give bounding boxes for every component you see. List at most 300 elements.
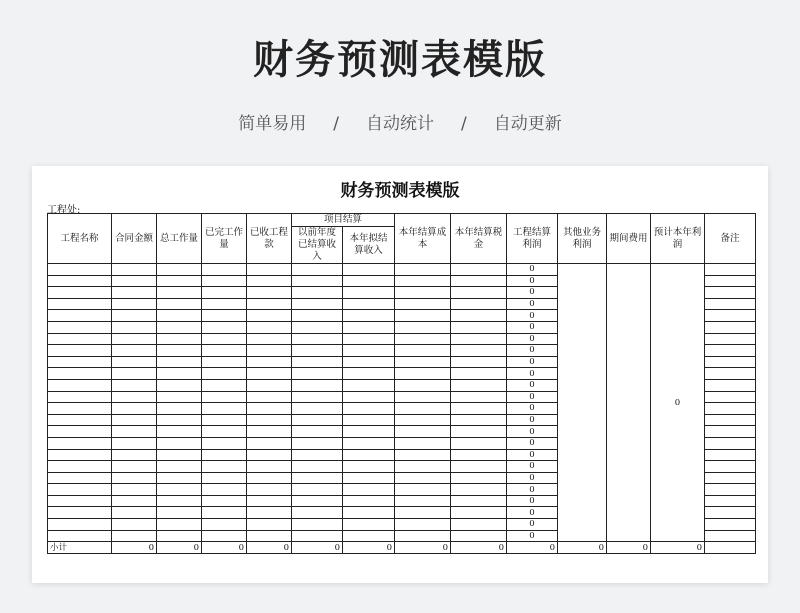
table-cell[interactable]: [292, 368, 343, 380]
table-cell[interactable]: [343, 507, 395, 519]
table-cell[interactable]: [247, 321, 292, 333]
total-value-cell[interactable]: 0: [651, 542, 705, 554]
period-expense-merged-cell[interactable]: [607, 264, 651, 542]
table-cell[interactable]: [292, 287, 343, 299]
table-cell[interactable]: [112, 461, 157, 473]
remarks-cell[interactable]: [705, 368, 756, 380]
table-cell[interactable]: [202, 414, 247, 426]
table-cell[interactable]: [247, 414, 292, 426]
table-cell[interactable]: [112, 507, 157, 519]
table-cell[interactable]: [395, 484, 451, 496]
profit-cell[interactable]: 0: [507, 379, 558, 391]
col-header-planned-income: 本年拟结算收入: [343, 227, 395, 264]
table-cell[interactable]: [247, 472, 292, 484]
table-cell[interactable]: [157, 484, 202, 496]
remarks-cell[interactable]: [705, 287, 756, 299]
remarks-cell[interactable]: [705, 414, 756, 426]
table-cell[interactable]: [395, 345, 451, 357]
table-cell[interactable]: [343, 519, 395, 531]
table-cell[interactable]: [112, 356, 157, 368]
table-cell[interactable]: [157, 519, 202, 531]
table-cell[interactable]: [157, 461, 202, 473]
remarks-cell[interactable]: [705, 356, 756, 368]
table-cell[interactable]: [343, 379, 395, 391]
remarks-cell[interactable]: [705, 298, 756, 310]
table-cell[interactable]: [343, 298, 395, 310]
table-cell[interactable]: [343, 449, 395, 461]
table-cell[interactable]: [395, 298, 451, 310]
table-cell[interactable]: [112, 484, 157, 496]
table-cell[interactable]: [157, 298, 202, 310]
table-cell[interactable]: [247, 484, 292, 496]
table-row: [48, 264, 756, 276]
table-cell[interactable]: [247, 461, 292, 473]
profit-cell[interactable]: 0: [507, 484, 558, 496]
table-cell[interactable]: [48, 449, 112, 461]
table-cell[interactable]: [112, 530, 157, 542]
table-cell[interactable]: [395, 449, 451, 461]
remarks-cell[interactable]: [705, 264, 756, 276]
table-cell[interactable]: [157, 321, 202, 333]
table-cell[interactable]: [202, 519, 247, 531]
table-cell[interactable]: [292, 356, 343, 368]
table-cell[interactable]: [395, 403, 451, 415]
table-cell[interactable]: [343, 333, 395, 345]
table-cell[interactable]: [451, 449, 507, 461]
table-cell[interactable]: [202, 310, 247, 322]
total-value-cell[interactable]: 0: [558, 542, 607, 554]
table-cell[interactable]: [202, 333, 247, 345]
table-cell[interactable]: [247, 449, 292, 461]
profit-cell[interactable]: 0: [507, 437, 558, 449]
table-cell[interactable]: [247, 333, 292, 345]
table-cell[interactable]: [48, 507, 112, 519]
table-cell[interactable]: [451, 275, 507, 287]
table-cell[interactable]: [112, 391, 157, 403]
table-cell[interactable]: [247, 287, 292, 299]
table-cell[interactable]: [157, 345, 202, 357]
remarks-cell[interactable]: [705, 379, 756, 391]
total-value-cell[interactable]: 0: [395, 542, 451, 554]
table-cell[interactable]: [292, 449, 343, 461]
table-cell[interactable]: [48, 368, 112, 380]
total-remarks-cell[interactable]: [705, 542, 756, 554]
table-cell[interactable]: [48, 321, 112, 333]
col-header-settlement-group: 项目结算: [292, 214, 395, 227]
table-cell[interactable]: [112, 449, 157, 461]
table-cell[interactable]: [202, 495, 247, 507]
table-cell[interactable]: [202, 403, 247, 415]
profit-cell[interactable]: 0: [507, 275, 558, 287]
total-value-cell[interactable]: 0: [247, 542, 292, 554]
subtitle-separator: /: [333, 114, 339, 134]
forecast-table: [47, 213, 756, 554]
table-cell[interactable]: [112, 298, 157, 310]
table-cell[interactable]: [395, 437, 451, 449]
table-cell[interactable]: [247, 275, 292, 287]
table-cell[interactable]: [343, 275, 395, 287]
table-cell[interactable]: [48, 495, 112, 507]
table-cell[interactable]: [395, 495, 451, 507]
profit-cell[interactable]: 0: [507, 530, 558, 542]
table-cell[interactable]: [202, 472, 247, 484]
profit-cell[interactable]: 0: [507, 426, 558, 438]
profit-cell[interactable]: 0: [507, 495, 558, 507]
table-cell[interactable]: [157, 368, 202, 380]
table-cell[interactable]: [451, 519, 507, 531]
table-cell[interactable]: [157, 449, 202, 461]
table-cell[interactable]: [202, 287, 247, 299]
profit-cell[interactable]: 0: [507, 368, 558, 380]
table-cell[interactable]: [395, 310, 451, 322]
table-cell[interactable]: [48, 379, 112, 391]
table-cell[interactable]: [48, 275, 112, 287]
table-cell[interactable]: [395, 472, 451, 484]
remarks-cell[interactable]: [705, 321, 756, 333]
table-cell[interactable]: [292, 519, 343, 531]
table-cell[interactable]: [247, 507, 292, 519]
table-cell[interactable]: [202, 356, 247, 368]
profit-cell[interactable]: 0: [507, 391, 558, 403]
table-cell[interactable]: [451, 472, 507, 484]
table-cell[interactable]: [451, 287, 507, 299]
table-cell[interactable]: [157, 414, 202, 426]
remarks-cell[interactable]: [705, 461, 756, 473]
total-value-cell[interactable]: 0: [292, 542, 343, 554]
col-header-completed-workload: 已完工作量: [202, 214, 247, 264]
table-cell[interactable]: [48, 264, 112, 276]
table-cell[interactable]: [451, 345, 507, 357]
profit-cell[interactable]: 0: [507, 472, 558, 484]
profit-cell[interactable]: 0: [507, 345, 558, 357]
table-cell[interactable]: [395, 379, 451, 391]
table-cell[interactable]: [247, 368, 292, 380]
table-cell[interactable]: [112, 368, 157, 380]
table-cell[interactable]: [292, 530, 343, 542]
table-cell[interactable]: [451, 333, 507, 345]
table-cell[interactable]: [292, 472, 343, 484]
table-cell[interactable]: [395, 530, 451, 542]
table-cell[interactable]: [343, 368, 395, 380]
table-cell[interactable]: [202, 379, 247, 391]
table-cell[interactable]: [112, 379, 157, 391]
table-cell[interactable]: [48, 287, 112, 299]
table-cell[interactable]: [157, 333, 202, 345]
table-cell[interactable]: [157, 275, 202, 287]
table-cell[interactable]: [202, 345, 247, 357]
table-cell[interactable]: [202, 298, 247, 310]
table-cell[interactable]: [247, 356, 292, 368]
table-cell[interactable]: [48, 333, 112, 345]
table-cell[interactable]: [202, 426, 247, 438]
total-value-cell[interactable]: 0: [202, 542, 247, 554]
table-cell[interactable]: [247, 391, 292, 403]
table-cell[interactable]: [292, 461, 343, 473]
table-cell[interactable]: [292, 275, 343, 287]
table-cell[interactable]: [451, 530, 507, 542]
table-cell[interactable]: [112, 310, 157, 322]
table-cell[interactable]: [112, 519, 157, 531]
table-cell[interactable]: [451, 264, 507, 276]
table-cell[interactable]: [157, 391, 202, 403]
col-header-contract-amount: 合同金额: [112, 214, 157, 264]
table-cell[interactable]: [343, 321, 395, 333]
table-cell[interactable]: [292, 298, 343, 310]
table-cell[interactable]: [48, 310, 112, 322]
table-cell[interactable]: [343, 530, 395, 542]
remarks-cell[interactable]: [705, 507, 756, 519]
table-cell[interactable]: [451, 379, 507, 391]
table-cell[interactable]: [48, 403, 112, 415]
table-cell[interactable]: [343, 403, 395, 415]
table-cell[interactable]: [247, 379, 292, 391]
table-cell[interactable]: [395, 391, 451, 403]
col-header-total-workload: 总工作量: [157, 214, 202, 264]
total-value-cell[interactable]: 0: [112, 542, 157, 554]
total-label: 小计: [48, 542, 112, 554]
subtitle-item: 自动统计: [366, 114, 434, 134]
table-cell[interactable]: [112, 287, 157, 299]
table-cell[interactable]: [202, 391, 247, 403]
profit-cell[interactable]: 0: [507, 449, 558, 461]
table-cell[interactable]: [292, 495, 343, 507]
table-cell[interactable]: [343, 345, 395, 357]
profit-cell[interactable]: 0: [507, 507, 558, 519]
remarks-cell[interactable]: [705, 530, 756, 542]
table-cell[interactable]: [48, 345, 112, 357]
table-cell[interactable]: [202, 321, 247, 333]
table-cell[interactable]: [343, 472, 395, 484]
table-cell[interactable]: [451, 437, 507, 449]
remarks-cell[interactable]: [705, 345, 756, 357]
table-cell[interactable]: [48, 298, 112, 310]
remarks-cell[interactable]: [705, 472, 756, 484]
table-cell[interactable]: [157, 264, 202, 276]
profit-cell[interactable]: 0: [507, 333, 558, 345]
table-cell[interactable]: [247, 495, 292, 507]
table-cell[interactable]: [247, 345, 292, 357]
profit-cell[interactable]: 0: [507, 414, 558, 426]
table-cell[interactable]: [247, 298, 292, 310]
table-cell[interactable]: [292, 391, 343, 403]
table-cell[interactable]: [395, 356, 451, 368]
table-cell[interactable]: [395, 333, 451, 345]
table-cell[interactable]: [451, 507, 507, 519]
table-cell[interactable]: [451, 484, 507, 496]
table-cell[interactable]: [112, 472, 157, 484]
table-body: [48, 264, 756, 554]
table-cell[interactable]: [112, 414, 157, 426]
remarks-cell[interactable]: [705, 403, 756, 415]
table-cell[interactable]: [112, 495, 157, 507]
table-cell[interactable]: [292, 484, 343, 496]
table-cell[interactable]: [112, 264, 157, 276]
table-cell[interactable]: [292, 310, 343, 322]
table-cell[interactable]: [48, 391, 112, 403]
table-cell[interactable]: [343, 310, 395, 322]
table-cell[interactable]: [48, 519, 112, 531]
total-value-cell[interactable]: 0: [507, 542, 558, 554]
banner-subtitle: [0, 112, 800, 136]
table-cell[interactable]: [343, 414, 395, 426]
table-cell[interactable]: [451, 310, 507, 322]
table-cell[interactable]: [157, 472, 202, 484]
total-value-cell[interactable]: 0: [607, 542, 651, 554]
total-value-cell[interactable]: 0: [343, 542, 395, 554]
table-cell[interactable]: [343, 484, 395, 496]
table-cell[interactable]: [247, 426, 292, 438]
profit-cell[interactable]: 0: [507, 356, 558, 368]
table-cell[interactable]: [343, 264, 395, 276]
table-cell[interactable]: [247, 403, 292, 415]
table-cell[interactable]: [343, 356, 395, 368]
table-cell[interactable]: [343, 437, 395, 449]
table-cell[interactable]: [48, 414, 112, 426]
table-cell[interactable]: [112, 321, 157, 333]
table-cell[interactable]: [48, 426, 112, 438]
table-cell[interactable]: [157, 287, 202, 299]
table-cell[interactable]: [48, 461, 112, 473]
table-cell[interactable]: [451, 414, 507, 426]
table-cell[interactable]: [451, 403, 507, 415]
table-cell[interactable]: [202, 368, 247, 380]
profit-cell[interactable]: 0: [507, 321, 558, 333]
table-cell[interactable]: [292, 437, 343, 449]
table-cell[interactable]: [48, 484, 112, 496]
table-cell[interactable]: [202, 507, 247, 519]
table-cell[interactable]: [292, 264, 343, 276]
table-cell[interactable]: [395, 414, 451, 426]
table-cell[interactable]: [451, 426, 507, 438]
col-header-forecast-profit: 预计本年利润: [651, 214, 705, 264]
table-cell[interactable]: [112, 403, 157, 415]
table-cell[interactable]: [112, 275, 157, 287]
table-cell[interactable]: [395, 264, 451, 276]
table-cell[interactable]: [202, 530, 247, 542]
remarks-cell[interactable]: [705, 495, 756, 507]
table-cell[interactable]: [343, 287, 395, 299]
table-cell[interactable]: [157, 426, 202, 438]
remarks-cell[interactable]: [705, 333, 756, 345]
table-cell[interactable]: [395, 321, 451, 333]
profit-cell[interactable]: 0: [507, 310, 558, 322]
table-cell[interactable]: [292, 345, 343, 357]
table-cell[interactable]: [292, 403, 343, 415]
table-cell[interactable]: [112, 437, 157, 449]
table-cell[interactable]: [157, 495, 202, 507]
profit-cell[interactable]: 0: [507, 403, 558, 415]
table-cell[interactable]: [48, 472, 112, 484]
remarks-cell[interactable]: [705, 449, 756, 461]
table-cell[interactable]: [395, 275, 451, 287]
other-profit-merged-cell[interactable]: [558, 264, 607, 542]
col-header-name: 工程名称: [48, 214, 112, 264]
table-cell[interactable]: [157, 403, 202, 415]
table-cell[interactable]: [247, 310, 292, 322]
table-cell[interactable]: [343, 391, 395, 403]
table-cell[interactable]: [395, 287, 451, 299]
table-cell[interactable]: [292, 414, 343, 426]
table-cell[interactable]: [247, 530, 292, 542]
profit-cell[interactable]: 0: [507, 461, 558, 473]
subtitle-item: 简单易用: [238, 114, 307, 134]
subtitle-separator: /: [461, 114, 467, 134]
table-cell[interactable]: [48, 356, 112, 368]
remarks-cell[interactable]: [705, 484, 756, 496]
table-cell[interactable]: [395, 461, 451, 473]
profit-cell[interactable]: 0: [507, 264, 558, 276]
remarks-cell[interactable]: [705, 310, 756, 322]
table-cell[interactable]: [157, 530, 202, 542]
table-cell[interactable]: [202, 275, 247, 287]
table-cell[interactable]: [292, 426, 343, 438]
table-cell[interactable]: [343, 426, 395, 438]
table-cell[interactable]: [157, 507, 202, 519]
remarks-cell[interactable]: [705, 391, 756, 403]
table-cell[interactable]: [48, 437, 112, 449]
table-cell[interactable]: [451, 495, 507, 507]
col-header-settled-tax: 本年结算税金: [451, 214, 507, 264]
table-cell[interactable]: [343, 495, 395, 507]
table-cell[interactable]: [202, 461, 247, 473]
table-cell[interactable]: [157, 379, 202, 391]
table-cell[interactable]: [202, 449, 247, 461]
total-value-cell[interactable]: 0: [451, 542, 507, 554]
table-cell[interactable]: [112, 333, 157, 345]
table-cell[interactable]: [157, 437, 202, 449]
profit-cell[interactable]: 0: [507, 519, 558, 531]
col-header-settled-cost: 本年结算成本: [395, 214, 451, 264]
table-cell[interactable]: [292, 507, 343, 519]
table-cell[interactable]: [395, 507, 451, 519]
table-cell[interactable]: [292, 379, 343, 391]
table-cell[interactable]: [112, 345, 157, 357]
remarks-cell[interactable]: [705, 275, 756, 287]
profit-cell[interactable]: 0: [507, 287, 558, 299]
table-cell[interactable]: [451, 391, 507, 403]
profit-cell[interactable]: 0: [507, 298, 558, 310]
remarks-cell[interactable]: [705, 426, 756, 438]
table-cell[interactable]: [48, 530, 112, 542]
table-cell[interactable]: [202, 264, 247, 276]
table-cell[interactable]: [157, 310, 202, 322]
total-row: [48, 542, 756, 554]
table-cell[interactable]: [451, 321, 507, 333]
subtitle-item: 自动更新: [493, 114, 562, 134]
remarks-cell[interactable]: [705, 519, 756, 531]
table-cell[interactable]: [157, 356, 202, 368]
table-cell[interactable]: [112, 426, 157, 438]
table-cell[interactable]: [202, 484, 247, 496]
table-cell[interactable]: [395, 368, 451, 380]
table-cell[interactable]: [292, 333, 343, 345]
table-cell[interactable]: [247, 264, 292, 276]
table-cell[interactable]: [292, 321, 343, 333]
table-cell[interactable]: [395, 426, 451, 438]
table-cell[interactable]: [451, 368, 507, 380]
remarks-cell[interactable]: [705, 437, 756, 449]
table-cell[interactable]: [451, 298, 507, 310]
total-value-cell[interactable]: 0: [157, 542, 202, 554]
table-cell[interactable]: [202, 437, 247, 449]
table-cell[interactable]: [451, 461, 507, 473]
table-cell[interactable]: [451, 356, 507, 368]
forecast-profit-merged-cell[interactable]: 0: [651, 264, 705, 542]
table-cell[interactable]: [395, 519, 451, 531]
table-cell[interactable]: [247, 437, 292, 449]
table-cell[interactable]: [343, 461, 395, 473]
table-cell[interactable]: [247, 519, 292, 531]
